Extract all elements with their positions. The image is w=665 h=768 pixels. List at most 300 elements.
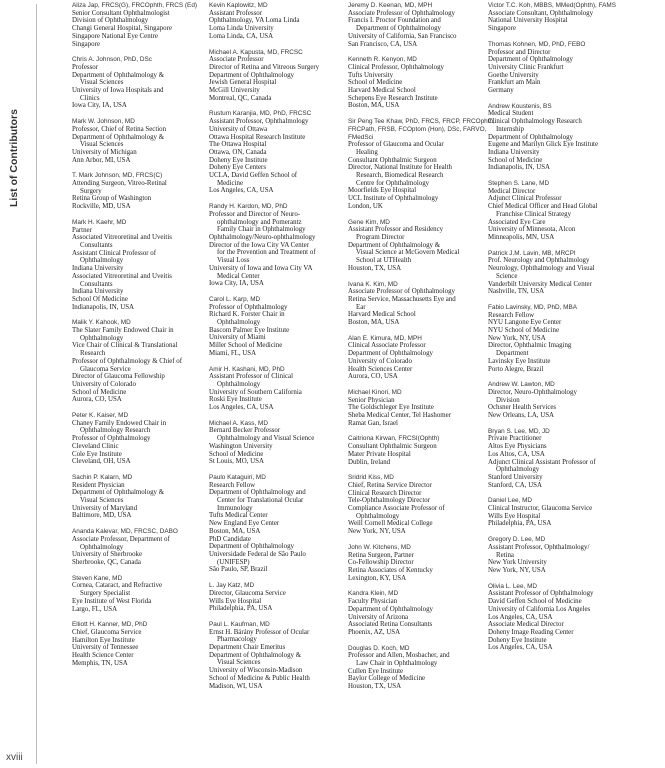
affiliation-line: Retina Associates of Kentucky	[348, 567, 433, 574]
contributor-entry	[72, 621, 222, 667]
affiliation-line: Center for Translational Ocular	[217, 497, 304, 505]
contributor-name: Caitriona Kirwan, FRCSI(Ophth)	[348, 435, 440, 443]
affiliation-line: Family Chair in Ophthalmology	[217, 226, 306, 234]
affiliation-line: Director, Neuro-Ophthalmology	[488, 388, 577, 396]
affiliation-line: School of Medicine & Public Health	[209, 674, 310, 682]
affiliation-line: Retina Group of Washington	[72, 195, 152, 203]
affiliation-line: Department of Ophthalmology &	[348, 241, 441, 249]
contributor-name: Peter K. Kaiser, MD	[72, 412, 129, 420]
contributor-name: Rustum Karanjia, MD, PhD, FRCSC	[209, 110, 312, 118]
contributor-name: Jeremy D. Keenan, MD, MPH	[348, 2, 433, 9]
affiliation-line: Moorfields Eye Hospital	[348, 187, 417, 195]
affiliation-line: McGill University	[209, 87, 260, 95]
affiliation-line: Clinical Associate Professor	[348, 342, 426, 350]
affiliation-line: Tufts University	[348, 71, 394, 79]
affiliation-line: School of Medicine	[488, 156, 543, 164]
affiliation-line: Research Fellow	[209, 481, 256, 489]
affiliation-line: Immunology	[217, 504, 253, 512]
affiliation-line: Indianapolis, IN, USA	[72, 303, 135, 311]
affiliation-line: Director of Retina and Vitreous Surgery	[209, 63, 320, 71]
affiliation-line: Associated Vitreoretinal and Uveitis	[72, 234, 172, 242]
affiliation-line: Chief, Glaucoma Service	[72, 628, 142, 636]
affiliation-line: Francis I. Proctor Foundation and	[348, 17, 441, 25]
contributor-entry	[209, 2, 359, 41]
vertical-divider	[36, 4, 37, 764]
affiliation-line: Department of Ophthalmology	[348, 605, 433, 613]
contributor-entry	[488, 250, 638, 296]
affiliation-line: Division of Ophthalmology	[72, 17, 149, 25]
contributor-entry	[209, 420, 359, 466]
affiliation-line: University of Sherbrooke	[72, 551, 143, 559]
affiliation-line: Compliance Associate Professor of	[348, 505, 445, 513]
affiliation-line: Aurora, CO, USA	[348, 373, 398, 381]
affiliation-line: Professor of Ophthalmology & Chief of	[72, 357, 183, 365]
affiliation-line: Clinical Professor, Ophthalmology	[348, 63, 444, 71]
contributor-entry	[488, 41, 638, 95]
contributor-entry	[72, 172, 222, 211]
affiliation-line: Universidade Federal de São Paulo	[209, 551, 306, 558]
affiliation-line: School of Medicine	[348, 79, 403, 87]
affiliation-line: Stanford University	[488, 473, 543, 481]
affiliation-line: Surgery	[80, 187, 102, 195]
contributors-column-1	[72, 2, 222, 675]
affiliation-line: Doheny Eye Institute	[488, 636, 547, 644]
affiliation-line: New York, NY, USA	[348, 528, 406, 536]
affiliation-line: (UNIFESP)	[217, 558, 250, 566]
affiliation-line: Department of Ophthalmology and	[209, 489, 306, 497]
affiliation-line: University of Maryland	[72, 504, 138, 512]
affiliation-line: New York, NY, USA	[488, 334, 546, 342]
affiliation-line: Clinical Instructor, Glaucoma Service	[488, 505, 593, 513]
affiliation-line: Associate Professor of Ophthalmology	[348, 288, 455, 296]
affiliation-line: New England Eye Center	[209, 520, 280, 528]
affiliation-line: Retina	[496, 551, 514, 559]
contributor-name: Daniel Lee, MD	[488, 497, 533, 505]
affiliation-line: University of Miami	[209, 334, 266, 342]
affiliation-line: Ophthalmology Research	[80, 427, 151, 435]
affiliation-line: Altos Eye Physicians	[488, 443, 547, 451]
contributors-column-4	[488, 2, 638, 660]
affiliation-line: Boston, MA, USA	[209, 527, 261, 535]
contributor-name: Ananda Kalevar, MD, FRCSC, DABO	[72, 528, 178, 536]
contributor-name: Elliott H. Kanner, MD, PhD	[72, 621, 148, 629]
affiliation-line: Cornea, Cataract, and Refractive	[72, 582, 163, 590]
affiliation-line: Eugene and Marilyn Glick Eye Institute	[488, 141, 599, 149]
affiliation-line: Los Altos, CA, USA	[488, 450, 545, 458]
affiliation-line: São Paulo, SP, Brazil	[209, 566, 268, 574]
affiliation-line: Cleveland, OH, USA	[72, 458, 131, 466]
affiliation-line: School Of Medicine	[72, 295, 128, 303]
affiliation-line: Ophthalmology and Visual Science	[217, 435, 315, 443]
affiliation-line: Associated Vitreoretinal and Uveitis	[72, 272, 172, 280]
affiliation-line: Assistant Professor of Clinical	[209, 373, 294, 381]
affiliation-line: Ophthalmology	[217, 319, 261, 327]
contributor-name: Bryan S. Lee, MD, JD	[488, 427, 550, 435]
affiliation-line: UCL Institute of Ophthalmology	[348, 195, 439, 203]
affiliation-line: Clinics	[80, 94, 100, 102]
affiliation-line: Washington University	[209, 442, 273, 450]
affiliation-line: Assistant Professor, Ophthalmology	[209, 118, 309, 126]
affiliation-line: Department Chair Emeritus	[209, 644, 286, 652]
contributor-entry	[348, 118, 498, 210]
contributor-name: Gregory D. Lee, MD	[488, 536, 546, 544]
affiliation-line: Health Science Center	[72, 652, 134, 660]
affiliation-line: Consultants	[80, 280, 113, 288]
affiliation-line: Program Director	[356, 233, 405, 241]
affiliation-line: Director of Glaucoma Fellowship	[72, 373, 165, 381]
affiliation-line: Department of Ophthalmology &	[72, 133, 165, 141]
affiliation-line: Director, Glaucoma Service	[209, 589, 286, 597]
affiliation-line: Assistant Clinical Professor of	[72, 249, 157, 257]
affiliation-line: Frankfurt am Main	[488, 79, 541, 87]
affiliation-line: Tufts Medical Center	[209, 512, 268, 520]
affiliation-line: Professor of Glaucoma and Ocular	[348, 141, 444, 149]
affiliation-line: University of California Los Angeles	[488, 605, 591, 613]
affiliation-line: PhD Candidate	[209, 535, 251, 543]
affiliation-line: Harvard Medical School	[348, 87, 416, 95]
contributor-name: Paul L. Kaufman, MD	[209, 620, 270, 628]
affiliation-line: Neurology, Ophthalmology and Visual	[488, 265, 595, 273]
affiliation-line: UCLA, David Geffen School of	[209, 172, 298, 180]
contributor-name: Ivana K. Kim, MD	[348, 280, 398, 288]
affiliation-line: Assistant Professor	[209, 9, 263, 17]
affiliation-line: Eye Institute of West Florida	[72, 597, 152, 605]
contributor-entry	[72, 575, 222, 614]
affiliation-line: Associate Professor, Department of	[72, 535, 170, 543]
affiliation-line: NYU Langone Eye Center	[488, 319, 562, 327]
affiliation-line: Ernst H. Bárány Professor of Ocular	[209, 628, 310, 636]
affiliation-line: The Goldschleger Eye Institute	[348, 404, 434, 412]
affiliation-line: Department of Ophthalmology	[488, 56, 573, 64]
affiliation-line: Professor of Ophthalmology	[209, 303, 288, 311]
affiliation-line: Health Sciences Center	[348, 365, 413, 373]
contributor-name: Stephen S. Lane, MD	[488, 180, 550, 188]
affiliation-line: University of Southern California	[209, 388, 302, 396]
affiliation-line: Largo, FL, USA	[72, 605, 118, 613]
contributor-entry	[348, 544, 498, 583]
affiliation-line: Indiana University	[72, 265, 124, 273]
affiliation-line: Assistant Professor, Ophthalmology/	[488, 543, 590, 551]
contributor-entry	[348, 389, 498, 428]
affiliation-line: Professor, Chief of Retina Section	[72, 125, 167, 133]
affiliation-line: Mater Private Hospital	[348, 450, 411, 458]
affiliation-line: Lexington, KY, USA	[348, 574, 407, 582]
contributor-name: Patrick J.M. Lavin, MB, MRCPI	[488, 249, 576, 257]
contributor-name: L. Jay Katz, MD	[209, 582, 255, 590]
affiliation-line: Professor and Director of Neuro-	[209, 210, 301, 218]
affiliation-line: Boston, MA, USA	[348, 319, 400, 327]
contributor-name: Chris A. Johnson, PhD, DSc	[72, 56, 152, 64]
contributor-name: Andrew W. Lawton, MD	[488, 381, 555, 389]
affiliation-line: Tele-Ophthalmology Director	[348, 497, 430, 505]
affiliation-line: School of Medicine	[209, 450, 264, 458]
affiliation-line: Phoenix, AZ, USA	[348, 628, 401, 636]
affiliation-line: Ophthalmology	[356, 512, 400, 520]
affiliation-line: Centre for Ophthalmology	[356, 179, 430, 187]
affiliation-line: Ophthalmology	[217, 380, 261, 388]
affiliation-line: Iowa City, IA, USA	[72, 102, 127, 110]
affiliation-line: The Ottawa Hospital	[209, 141, 267, 149]
affiliation-line: Philadelphia, PA, USA	[488, 520, 552, 528]
contributor-name: Mark W. Johnson, MD	[72, 118, 135, 126]
contributor-name: T. Mark Johnson, MD, FRCS(C)	[72, 172, 163, 180]
contributor-entry	[348, 335, 498, 381]
affiliation-line: National University Hospital	[488, 17, 568, 25]
contributors-column-3	[348, 2, 498, 699]
affiliation-line: Visual Sciences	[80, 79, 124, 87]
affiliation-line: Science	[496, 272, 518, 280]
contributor-entry	[488, 536, 638, 575]
affiliation-line: NYU School of Medicine	[488, 327, 559, 335]
affiliation-line: Medicine	[217, 179, 244, 187]
affiliation-line: Ophthalmology	[80, 334, 124, 342]
affiliation-line: Sherbrooke, QC, Canada	[72, 559, 141, 566]
contributor-name: Olivia L. Lee, MD	[488, 582, 538, 590]
contributor-entry	[72, 412, 222, 466]
contributor-name: Andrew Koustenis, BS	[488, 102, 552, 110]
affiliation-line: Visual Sciences	[80, 497, 124, 505]
affiliation-line: University of Ottawa	[209, 125, 268, 133]
affiliation-line: Visual Sciences	[80, 141, 124, 149]
affiliation-line: Adjunct Clinical Professor	[488, 195, 562, 203]
affiliation-line: Department of Ophthalmology	[356, 25, 441, 33]
contributor-entry	[488, 583, 638, 652]
contributor-name: Alan E. Kimura, MD, MPH	[348, 334, 422, 342]
affiliation-line: Singapore	[72, 40, 100, 48]
affiliation-line: Director, Ophthalmic Imaging	[488, 342, 572, 350]
affiliation-line: Miami, FL, USA	[209, 349, 257, 357]
contributor-entry	[209, 621, 359, 690]
affiliation-line: Department of Ophthalmology &	[72, 71, 165, 79]
affiliation-line: Associate Professor	[209, 56, 264, 64]
affiliation-line: Clinical Ophthalmology Research	[488, 118, 582, 126]
contributor-entry	[72, 118, 222, 164]
affiliation-line: Retina Service, Massachusetts Eye and	[348, 295, 456, 303]
affiliation-line: Department of Ophthalmology &	[72, 489, 165, 497]
affiliation-line: Cullen Eye Institute	[348, 667, 404, 675]
affiliation-line: Associated Eye Care	[488, 218, 546, 226]
affiliation-line: Ottawa Hospital Research Institute	[209, 133, 306, 141]
affiliation-line: Ophthalmology/Neuro-ophthalmology	[209, 233, 316, 241]
affiliation-line: Cole Eye Institute	[72, 450, 122, 458]
affiliation-line: Assistant Professor and Residency	[348, 226, 444, 234]
contributor-entry	[348, 2, 498, 48]
affiliation-line: Adjunct Clinical Assistant Professor of	[488, 458, 596, 466]
contributor-entry	[72, 56, 222, 110]
affiliation-line: Ophthalmology	[80, 543, 124, 551]
affiliation-line: University of Colorado	[348, 357, 412, 365]
affiliation-line: Chief Medical Officer and Head Global	[488, 203, 598, 211]
affiliation-line: Senior Consultant Ophthalmologist	[72, 9, 170, 17]
affiliation-line: Changi General Hospital, Singapore	[72, 25, 172, 33]
contributor-entry	[488, 381, 638, 420]
affiliation-line: University of Michigan	[72, 148, 137, 156]
contributor-entry	[209, 366, 359, 412]
affiliation-line: Ann Arbor, MI, USA	[72, 156, 131, 164]
affiliation-line: Ophthalmology	[496, 466, 540, 474]
affiliation-line: Jewish General Hospital	[209, 79, 277, 87]
affiliation-line: Consultant Ophthalmic Surgeon	[348, 156, 437, 164]
affiliation-line: Ophthalmology	[80, 257, 124, 265]
affiliation-line: Glaucoma Service	[80, 365, 131, 373]
contributor-name: Kenneth R. Kenyon, MD	[348, 56, 417, 64]
affiliation-line: Consultant Ophthalmic Surgeon	[348, 443, 437, 451]
contributor-name: Carol L. Karp, MD	[209, 295, 261, 303]
affiliation-line: New York University	[488, 559, 547, 567]
affiliation-line: Ochsner Health Services	[488, 404, 557, 412]
affiliation-line: Director of the Iowa City VA Center	[209, 241, 310, 249]
affiliation-line: London, UK	[348, 202, 383, 210]
affiliation-line: Wills Eye Hospital	[488, 512, 541, 520]
contributor-entry	[488, 103, 638, 172]
contributor-entry	[348, 435, 498, 466]
affiliation-line: Retina Surgeon, Partner	[348, 551, 414, 559]
affiliation-line: Indiana University	[72, 288, 124, 296]
contributor-name: Paulo Kataguiri, MD	[209, 473, 266, 481]
contributors-column-2	[209, 2, 359, 698]
affiliation-line: New York, NY, USA	[488, 567, 546, 574]
affiliation-line: Nashville, TN, USA	[488, 288, 545, 296]
contributor-entry	[209, 582, 359, 613]
affiliation-line: Department	[496, 350, 529, 358]
contributor-entry	[209, 203, 359, 288]
affiliation-line: Professor	[72, 63, 99, 71]
affiliation-line: Houston, TX, USA	[348, 264, 402, 272]
affiliation-line: Research, Biomedical Research	[356, 172, 444, 180]
affiliation-line: Medical Student	[488, 110, 534, 118]
affiliation-line: Surgery Specialist	[80, 590, 131, 598]
affiliation-line: Iowa City, IA, USA	[209, 280, 264, 288]
affiliation-line: Law Chair in Ophthalmology	[356, 660, 438, 668]
affiliation-line: Rockville, MD, USA	[72, 203, 131, 211]
affiliation-line: Clinical Research Director	[348, 489, 422, 497]
affiliation-line: University of Tennessee	[72, 644, 139, 652]
affiliation-line: Schepens Eye Research Institute	[348, 94, 438, 102]
contributor-name: Steven Kane, MD	[72, 574, 123, 582]
contributor-entry	[488, 180, 638, 242]
affiliation-line: Minneapolis, MN, USA	[488, 233, 555, 241]
affiliation-line: Vanderbilt University Medical Center	[488, 280, 592, 288]
affiliation-line: Los Angeles, CA, USA	[209, 187, 274, 195]
affiliation-line: Internship	[496, 125, 524, 133]
contributor-entry	[348, 281, 498, 327]
contributor-name: Sridrid Kiss, MD	[348, 474, 394, 482]
affiliation-line: Goethe University	[488, 71, 539, 79]
affiliation-line: University Clinic Frankfurt	[488, 63, 564, 71]
affiliation-line: Harvard Medical School	[348, 311, 416, 319]
contributor-entry	[72, 528, 222, 567]
affiliation-line: Ramat Gan, Israel	[348, 419, 398, 427]
affiliation-line: St Louis, MO, USA	[209, 458, 264, 466]
affiliation-line: Doheny Image Reading Center	[488, 628, 574, 636]
affiliation-line: Senior Physician	[348, 396, 395, 404]
affiliation-line: Professor and Allen, Mosbacher, and	[348, 652, 450, 660]
affiliation-line: Germany	[488, 87, 514, 95]
affiliation-line: Ear	[356, 303, 366, 311]
affiliation-line: Consultants	[80, 241, 113, 249]
contributor-name: Aliza Jap, FRCS(G), FRCOphth, FRCS (Ed)	[72, 2, 197, 9]
contributor-name: Fabio Lavinsky, MD, PhD, MBA	[488, 303, 578, 311]
contributor-entry	[72, 474, 222, 520]
affiliation-line: University of Arizona	[348, 613, 409, 621]
contributor-entry	[348, 474, 498, 536]
contributor-entry	[348, 590, 498, 636]
affiliation-line: Indianapolis, IN, USA	[488, 164, 551, 172]
affiliation-line: David Geffen School of Medicine	[488, 598, 582, 606]
affiliation-line: Lavinsky Eye Institute	[488, 357, 551, 365]
affiliation-line: Bascom Palmer Eye Institute	[209, 326, 290, 334]
affiliation-line: Professor and Director	[488, 48, 551, 56]
affiliation-line: Chief, Retina Service Director	[348, 481, 432, 489]
contributor-entry	[488, 428, 638, 490]
affiliation-line: Memphis, TN, USA	[72, 659, 128, 667]
affiliation-line: Co-Fellowship Director	[348, 559, 414, 567]
affiliation-line: Ophthalmology, VA Loma Linda	[209, 17, 300, 25]
affiliation-line: Houston, TX, USA	[348, 683, 402, 691]
contributor-name: Amir H. Kashani, MD, PhD	[209, 365, 285, 373]
affiliation-line: Professor of Ophthalmology	[72, 435, 151, 443]
affiliation-line: Philadelphia, PA, USA	[209, 605, 273, 613]
affiliation-line: Hamilton Eye Institute	[72, 636, 135, 644]
affiliation-line: Indiana University	[488, 148, 540, 156]
affiliation-line: Research Fellow	[488, 311, 535, 319]
affiliation-line: Miller School of Medicine	[209, 342, 283, 350]
affiliation-line: Research	[80, 350, 106, 358]
affiliation-line: Singapore	[488, 25, 516, 33]
affiliation-line: Division	[496, 396, 520, 404]
affiliation-line: Singapore National Eye Centre	[72, 32, 158, 40]
affiliation-line: Richard K. Forster Chair in	[209, 311, 285, 319]
contributor-entry	[209, 110, 359, 195]
contributor-name: Kandra Klein, MD	[348, 590, 399, 598]
affiliation-line: Associate Medical Director	[488, 621, 564, 629]
affiliation-line: Vice Chair of Clinical & Translational	[72, 342, 178, 350]
affiliation-line: Doheny Eye Institute	[209, 156, 268, 164]
affiliation-line: Partner	[72, 226, 92, 234]
affiliation-line: Department of Ophthalmology &	[209, 651, 302, 659]
contributor-name: Michael A. Kapusta, MD, FRCSC	[209, 48, 303, 56]
affiliation-line: Cleveland Clinic	[72, 442, 119, 450]
affiliation-line: Visual Sciences	[217, 659, 261, 667]
affiliation-line: Ottawa, ON, Canada	[209, 148, 267, 156]
affiliation-line: University of Iowa and Iowa City VA	[209, 264, 313, 272]
affiliation-line: Faculty Physician	[348, 598, 398, 606]
affiliation-line: University of Colorado	[72, 380, 136, 388]
affiliation-line: Department of Ophthalmology	[488, 133, 573, 141]
contributor-entry	[209, 474, 359, 574]
contributor-name: Kevin Kaplowitz, MD	[209, 2, 268, 9]
affiliation-line: School at UTHealth	[356, 257, 412, 265]
affiliation-line: Roski Eye Institute	[209, 396, 262, 404]
contributor-entry	[72, 2, 222, 48]
affiliation-line: Madison, WI, USA	[209, 682, 263, 690]
affiliation-line: Visual Science at McGovern Medical	[356, 249, 460, 257]
affiliation-line: Doheny Eye Centers	[209, 164, 267, 172]
affiliation-line: Dublin, Ireland	[348, 458, 391, 466]
affiliation-line: University of Wisconsin-Madison	[209, 667, 303, 675]
affiliation-line: Prof. Neurology and Ophthalmology	[488, 257, 590, 265]
affiliation-line: University of Iowa Hospitals and	[72, 87, 164, 95]
affiliation-line: Baylor College of Medicine	[348, 675, 426, 683]
affiliation-line: Resident Physician	[72, 481, 125, 489]
affiliation-line: New Orleans, LA, USA	[488, 412, 555, 420]
affiliation-line: Weill Cornell Medical College	[348, 520, 433, 528]
affiliation-line: Aurora, CO, USA	[72, 396, 122, 404]
affiliation-line: Associated Retina Consultants	[348, 621, 433, 629]
contributor-entry	[348, 645, 498, 691]
contributor-entry	[209, 296, 359, 358]
affiliation-line: Los Angeles, CA, USA	[488, 644, 553, 652]
